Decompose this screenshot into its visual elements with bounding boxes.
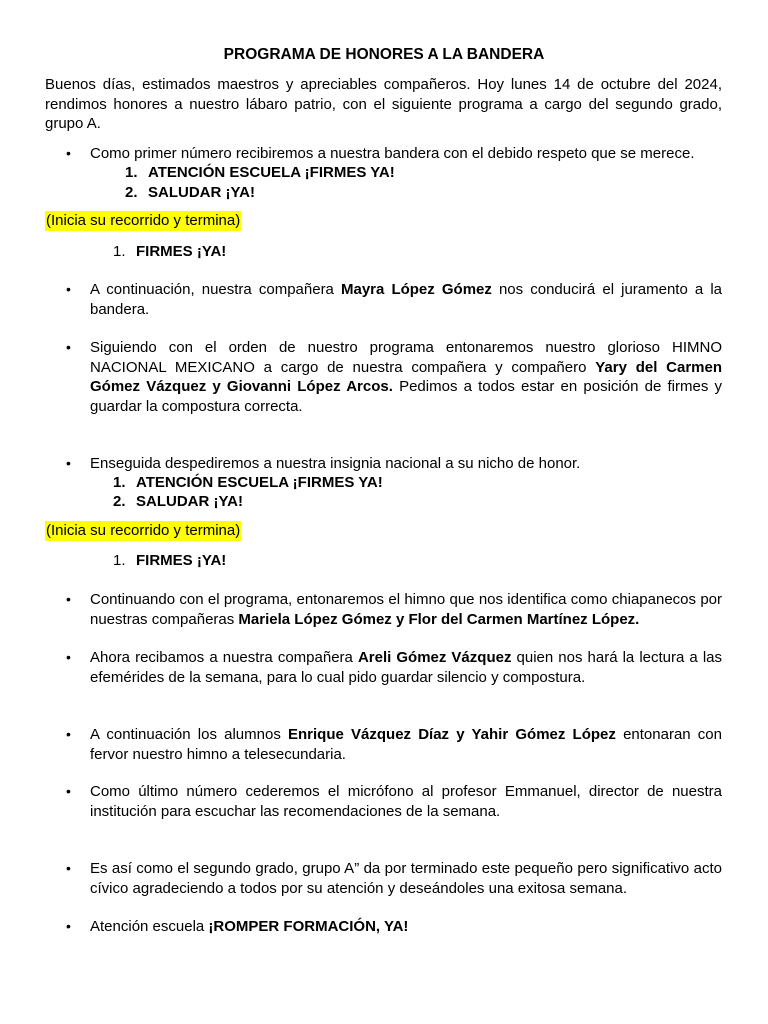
firmes-text: FIRMES ¡YA! xyxy=(136,243,227,260)
item-6-text: Ahora recibamos a nuestra compañera Areli Gómez Vázquez quien nos hará la lectura a las efemérides de la semana, para lo cual pido guardar silencio y compostura. xyxy=(90,649,722,686)
bullet-icon: • xyxy=(66,860,71,876)
command-text: SALUDAR ¡YA! xyxy=(148,184,255,201)
page-title: PROGRAMA DE HONORES A LA BANDERA xyxy=(223,46,545,63)
command-a-2 xyxy=(125,183,255,203)
command-text: SALUDAR ¡YA! xyxy=(136,493,243,510)
name-bold: Enrique Vázquez Díaz y Yahir Gómez López xyxy=(288,726,616,743)
item-8-text: Como último número cederemos el micrófono al profesor Emmanuel, director de nuestra institución para escuchar las recomendaciones de la semana. xyxy=(90,783,722,820)
bullet-icon: • xyxy=(66,726,71,742)
command-text: ATENCIÓN ESCUELA ¡FIRMES YA! xyxy=(136,474,383,491)
command-number: 1. xyxy=(113,474,126,491)
command-text: ATENCIÓN ESCUELA ¡FIRMES YA! xyxy=(148,164,395,181)
bullet-icon: • xyxy=(66,145,71,161)
name-bold: Yary del Carmen Gómez Vázquez y Giovanni López Arcos. xyxy=(90,358,722,395)
name-bold: Mayra López Gómez xyxy=(341,281,492,298)
name-bold: Areli Gómez Vázquez xyxy=(357,649,512,666)
command-number: 2. xyxy=(125,184,138,201)
bullet-icon: • xyxy=(66,455,71,471)
command-b-1 xyxy=(113,473,383,493)
firmes-text: FIRMES ¡YA! xyxy=(136,552,227,569)
command-number: 1. xyxy=(125,164,138,181)
bullet-icon: • xyxy=(66,591,71,607)
firmes-number: 1. xyxy=(113,243,126,260)
bullet-icon: • xyxy=(66,918,71,934)
command-a-1 xyxy=(125,163,395,183)
item-5-text: Continuando con el programa, entonaremos el himno que nos identifica como chiapanecos por nuestras compañeras Mariela López Gómez y Flor del Carmen Martínez López. xyxy=(90,591,722,628)
item-4-text: Enseguida despediremos a nuestra insignia nacional a su nicho de honor. xyxy=(90,455,581,472)
bullet-icon: • xyxy=(66,339,71,355)
firmes-number: 1. xyxy=(113,552,126,569)
bullet-icon: • xyxy=(66,281,71,297)
highlight-note-a: (Inicia su recorrido y termina) xyxy=(46,212,241,229)
item-1-text: Como primer número recibiremos a nuestra bandera con el debido respeto que se merece. xyxy=(90,145,695,162)
item-7-text: A continuación los alumnos Enrique Vázquez Díaz y Yahir Gómez López entonaran con fervor nuestro himno a telesecundaria. xyxy=(90,726,722,763)
item-2-text: A continuación, nuestra compañera Mayra López Gómez nos conducirá el juramento a la bandera. xyxy=(90,281,722,318)
bullet-icon: • xyxy=(66,649,71,665)
bullet-icon: • xyxy=(66,783,71,799)
item-3-text: Siguiendo con el orden de nuestro programa entonaremos nuestro glorioso HIMNO NACIONAL MEXICANO a cargo de nuestra compañera y compañero Yary del Carmen Gómez Vázquez y Giovanni López Arcos. Pedimos a todos estar en posición de firmes y guardar la compostura correcta. xyxy=(90,339,722,415)
command-number: 2. xyxy=(113,493,126,510)
firmes-a xyxy=(113,242,226,262)
command-b-2 xyxy=(113,492,243,512)
firmes-b xyxy=(113,551,226,571)
highlight-note-b: (Inicia su recorrido y termina) xyxy=(46,522,241,539)
item-9-text: Es así como el segundo grado, grupo A” da por terminado este pequeño pero significativo acto cívico agradeciendo a todos por su atención y deseándoles una exitosa semana. xyxy=(90,860,722,897)
closing-command: ¡ROMPER FORMACIÓN, YA! xyxy=(208,918,409,935)
item-10-text: Atención escuela ¡ROMPER FORMACIÓN, YA! xyxy=(90,918,409,935)
intro-paragraph: Buenos días, estimados maestros y apreciables compañeros. Hoy lunes 14 de octubre del 2024, rendimos honores a nuestro lábaro patrio, con el siguiente programa a cargo del segundo grado, grupo A. xyxy=(45,76,722,132)
name-bold: Mariela López Gómez y Flor del Carmen Martínez López. xyxy=(238,610,640,628)
